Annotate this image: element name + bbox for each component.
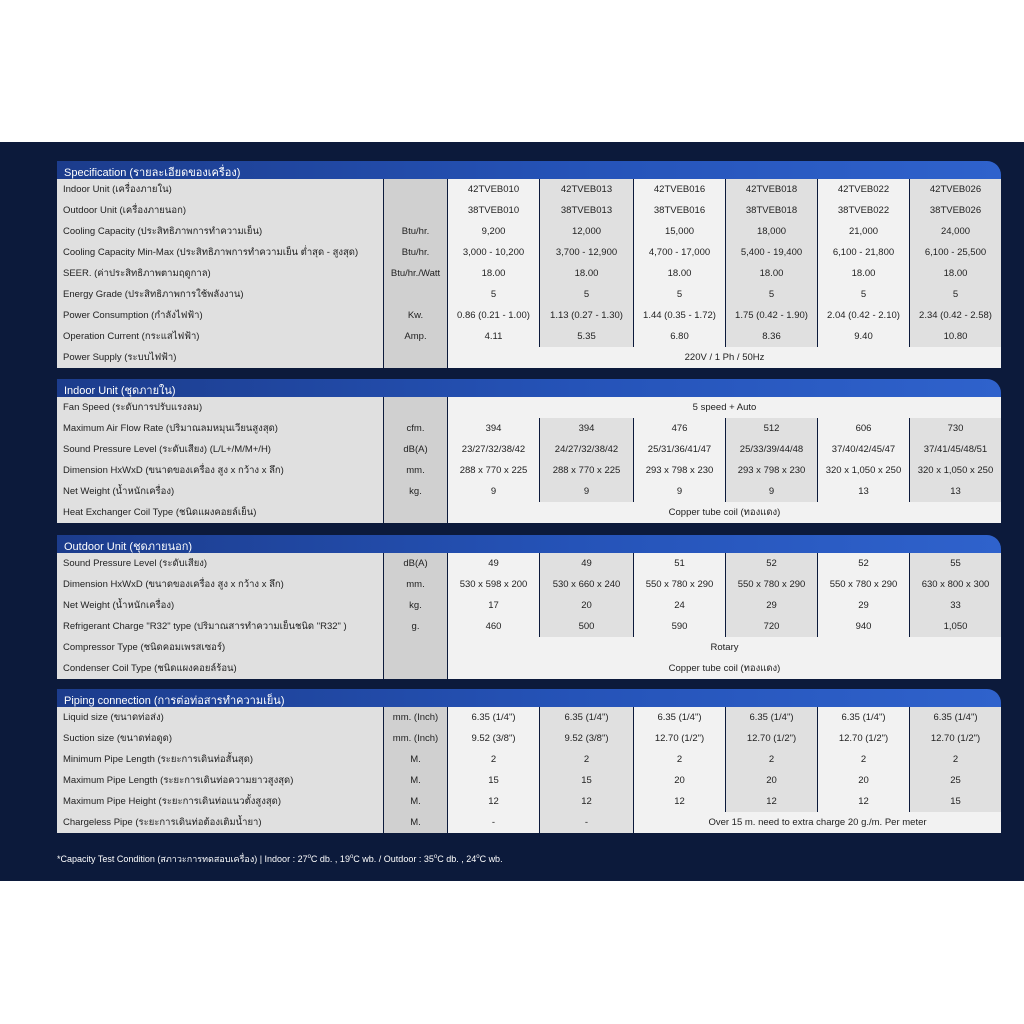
degree-sup: o — [349, 854, 354, 860]
row-value: 550 x 780 x 290 — [634, 574, 725, 595]
row-value: 2 — [910, 749, 1001, 770]
row-unit — [384, 179, 447, 200]
row-label: Fan Speed (ระดับการปรับแรงลม) — [57, 397, 383, 418]
row-label: Cooling Capacity (ประสิทธิภาพการทำความเย็น) — [57, 221, 383, 242]
row-value: 2.04 (0.42 - 2.10) — [818, 305, 909, 326]
row-value: 1,050 — [910, 616, 1001, 637]
row-value: 42TVEB026 — [910, 179, 1001, 200]
row-value: 6.35 (1/4") — [910, 707, 1001, 728]
row-value: 33 — [910, 595, 1001, 616]
row-value: 9 — [448, 481, 539, 502]
row-span-value: 220V / 1 Ph / 50Hz — [448, 347, 1001, 368]
row-value: 38TVEB013 — [540, 200, 633, 221]
spec-row — [57, 707, 1001, 728]
row-value: 8.36 — [726, 326, 817, 347]
row-value: 5.35 — [540, 326, 633, 347]
row-value: 37/40/42/45/47 — [818, 439, 909, 460]
row-value: 12 — [818, 791, 909, 812]
spec-row — [57, 812, 1001, 833]
row-value: 24 — [634, 595, 725, 616]
section-title: Outdoor Unit (ชุดภายนอก) — [64, 541, 193, 553]
row-value: 38TVEB022 — [818, 200, 909, 221]
row-value: 9.40 — [818, 326, 909, 347]
row-value: 12.70 (1/2") — [910, 728, 1001, 749]
row-value: 12 — [726, 791, 817, 812]
row-value: 320 x 1,050 x 250 — [910, 460, 1001, 481]
row-value: 21,000 — [818, 221, 909, 242]
row-value: - — [448, 812, 539, 833]
row-value: 42TVEB018 — [726, 179, 817, 200]
row-value: 5 — [818, 284, 909, 305]
row-value: 37/41/45/48/51 — [910, 439, 1001, 460]
row-unit: dB(A) — [384, 553, 447, 574]
row-value: 18.00 — [818, 263, 909, 284]
spec-row — [57, 305, 1001, 326]
row-unit: kg. — [384, 595, 447, 616]
row-value: 18.00 — [726, 263, 817, 284]
row-value: 3,000 - 10,200 — [448, 242, 539, 263]
row-value: 6.35 (1/4") — [448, 707, 539, 728]
degree-sup: o — [433, 854, 438, 860]
section-title: Indoor Unit (ชุดภายใน) — [64, 385, 176, 397]
row-label: Compressor Type (ชนิดคอมเพรสเซอร์) — [57, 637, 383, 658]
row-unit — [384, 284, 447, 305]
row-value: 5 — [910, 284, 1001, 305]
row-unit — [384, 658, 447, 679]
row-label: Chargeless Pipe (ระยะการเดินท่อต้องเติมน้ำยา) — [57, 812, 383, 833]
row-value: 38TVEB010 — [448, 200, 539, 221]
row-value: 23/27/32/38/42 — [448, 439, 539, 460]
row-value: - — [540, 812, 633, 833]
row-value: 12.70 (1/2") — [726, 728, 817, 749]
section-header — [57, 161, 1001, 179]
row-unit: kg. — [384, 481, 447, 502]
degree-sup: o — [476, 854, 480, 860]
footnote — [57, 852, 503, 866]
footnote-part2: C db. , 19 — [310, 854, 350, 864]
row-unit: Kw. — [384, 305, 447, 326]
row-value: 1.13 (0.27 - 1.30) — [540, 305, 633, 326]
row-value: 394 — [540, 418, 633, 439]
spec-row — [57, 658, 1001, 679]
row-value: 42TVEB013 — [540, 179, 633, 200]
row-unit — [384, 347, 447, 368]
row-unit: g. — [384, 616, 447, 637]
row-value: 3,700 - 12,900 — [540, 242, 633, 263]
row-value: 15,000 — [634, 221, 725, 242]
row-value: 17 — [448, 595, 539, 616]
row-value: 5 — [448, 284, 539, 305]
row-value: 6,100 - 21,800 — [818, 242, 909, 263]
row-label: Operation Current (กระแสไฟฟ้า) — [57, 326, 383, 347]
spec-row — [57, 791, 1001, 812]
row-unit: M. — [384, 749, 447, 770]
row-unit: mm. — [384, 460, 447, 481]
row-value: 25/31/36/41/47 — [634, 439, 725, 460]
row-value: 6.35 (1/4") — [540, 707, 633, 728]
footnote-part4: C db. , 24 — [437, 854, 477, 864]
spec-row — [57, 502, 1001, 523]
row-value: 29 — [818, 595, 909, 616]
row-label: Maximum Pipe Length (ระยะการเดินท่อความยาวสูงสุด) — [57, 770, 383, 791]
footnote-part5: C wb. — [479, 854, 503, 864]
row-value: 42TVEB016 — [634, 179, 725, 200]
spec-row — [57, 770, 1001, 791]
row-unit: mm. (Inch) — [384, 728, 447, 749]
row-value: 10.80 — [910, 326, 1001, 347]
row-value: 550 x 780 x 290 — [726, 574, 817, 595]
row-value: 500 — [540, 616, 633, 637]
row-value: 20 — [726, 770, 817, 791]
spec-row — [57, 397, 1001, 418]
row-value: 49 — [448, 553, 539, 574]
spec-row — [57, 637, 1001, 658]
row-value: 4,700 - 17,000 — [634, 242, 725, 263]
row-value: 720 — [726, 616, 817, 637]
row-value: 38TVEB026 — [910, 200, 1001, 221]
row-value: 15 — [540, 770, 633, 791]
row-value: 6.80 — [634, 326, 725, 347]
row-value: 49 — [540, 553, 633, 574]
row-label: Net Weight (น้ำหนักเครื่อง) — [57, 481, 383, 502]
row-value: 18.00 — [634, 263, 725, 284]
row-value: 18.00 — [448, 263, 539, 284]
spec-row — [57, 263, 1001, 284]
row-value: 12.70 (1/2") — [818, 728, 909, 749]
row-value: 9.52 (3/8") — [448, 728, 539, 749]
row-label: Cooling Capacity Min-Max (ประสิทธิภาพการทำความเย็น ต่ำสุด - สูงสุด) — [57, 242, 383, 263]
spec-row — [57, 221, 1001, 242]
row-value: 20 — [540, 595, 633, 616]
row-value: 12,000 — [540, 221, 633, 242]
row-label: Liquid size (ขนาดท่อส่ง) — [57, 707, 383, 728]
row-value: 20 — [818, 770, 909, 791]
row-unit: Btu/hr. — [384, 242, 447, 263]
row-value: 5 — [540, 284, 633, 305]
row-value: 25 — [910, 770, 1001, 791]
row-value: 530 x 598 x 200 — [448, 574, 539, 595]
row-unit: M. — [384, 812, 447, 833]
row-label: Minimum Pipe Length (ระยะการเดินท่อสั้นสุด) — [57, 749, 383, 770]
row-value: 24,000 — [910, 221, 1001, 242]
row-value: 5,400 - 19,400 — [726, 242, 817, 263]
row-unit — [384, 397, 447, 418]
row-value: 29 — [726, 595, 817, 616]
row-unit: dB(A) — [384, 439, 447, 460]
row-value: 12 — [634, 791, 725, 812]
row-value: 42TVEB022 — [818, 179, 909, 200]
row-label: Condenser Coil Type (ชนิดแผงคอยล์ร้อน) — [57, 658, 383, 679]
row-label: Sound Pressure Level (ระดับเสียง) — [57, 553, 383, 574]
section-title: Piping connection (การต่อท่อสารทำความเย็น) — [64, 695, 285, 707]
row-label: Sound Pressure Level (ระดับเสียง) (L/L+/M/M+/H) — [57, 439, 383, 460]
row-unit — [384, 200, 447, 221]
row-value: 9 — [634, 481, 725, 502]
row-value: 530 x 660 x 240 — [540, 574, 633, 595]
row-label: Dimension HxWxD (ขนาดของเครื่อง สูง x กว้าง x ลึก) — [57, 574, 383, 595]
row-value: 606 — [818, 418, 909, 439]
row-value: 42TVEB010 — [448, 179, 539, 200]
row-value: 1.75 (0.42 - 1.90) — [726, 305, 817, 326]
spec-row — [57, 418, 1001, 439]
row-value: 2 — [634, 749, 725, 770]
spec-row — [57, 481, 1001, 502]
row-value: 5 — [726, 284, 817, 305]
row-span-value: Rotary — [448, 637, 1001, 658]
spec-row — [57, 200, 1001, 221]
spec-row — [57, 595, 1001, 616]
row-value: 9,200 — [448, 221, 539, 242]
row-value: 52 — [726, 553, 817, 574]
row-value: 6,100 - 25,500 — [910, 242, 1001, 263]
row-value: 512 — [726, 418, 817, 439]
row-value: 0.86 (0.21 - 1.00) — [448, 305, 539, 326]
row-value: 6.35 (1/4") — [818, 707, 909, 728]
row-value: 2 — [448, 749, 539, 770]
section-header — [57, 535, 1001, 553]
row-value: 20 — [634, 770, 725, 791]
row-value: 6.35 (1/4") — [634, 707, 725, 728]
row-value: 288 x 770 x 225 — [540, 460, 633, 481]
row-value: 2 — [726, 749, 817, 770]
row-label: Power Supply (ระบบไฟฟ้า) — [57, 347, 383, 368]
row-unit: cfm. — [384, 418, 447, 439]
row-value: 12 — [540, 791, 633, 812]
row-value: 52 — [818, 553, 909, 574]
row-value: 1.44 (0.35 - 1.72) — [634, 305, 725, 326]
spec-row — [57, 553, 1001, 574]
row-label: Heat Exchanger Coil Type (ชนิดแผงคอยล์เย็น) — [57, 502, 383, 523]
row-value: 2.34 (0.42 - 2.58) — [910, 305, 1001, 326]
row-value: 55 — [910, 553, 1001, 574]
row-value: 2 — [818, 749, 909, 770]
row-value: 320 x 1,050 x 250 — [818, 460, 909, 481]
row-value: 550 x 780 x 290 — [818, 574, 909, 595]
row-unit: mm. (Inch) — [384, 707, 447, 728]
spec-row — [57, 179, 1001, 200]
spec-row — [57, 728, 1001, 749]
row-value: 940 — [818, 616, 909, 637]
section-header — [57, 379, 1001, 397]
row-label: Energy Grade (ประสิทธิภาพการใช้พลังงาน) — [57, 284, 383, 305]
section-header — [57, 689, 1001, 707]
row-value: 18,000 — [726, 221, 817, 242]
spec-row — [57, 439, 1001, 460]
row-unit: Amp. — [384, 326, 447, 347]
row-span-value: Over 15 m. need to extra charge 20 g./m. Per meter — [634, 812, 1001, 833]
row-unit — [384, 637, 447, 658]
degree-sup: o — [307, 854, 311, 860]
row-unit — [384, 502, 447, 523]
row-value: 15 — [910, 791, 1001, 812]
row-value: 18.00 — [540, 263, 633, 284]
row-label: SEER. (ค่าประสิทธิภาพตามฤดูกาล) — [57, 263, 383, 284]
spec-row — [57, 460, 1001, 481]
footnote-part1: *Capacity Test Condition (สภาวะการทดสอบเครื่อง) | Indoor : 27 — [57, 854, 308, 864]
row-value: 9 — [540, 481, 633, 502]
section-title: Specification (รายละเอียดของเครื่อง) — [64, 167, 241, 179]
row-value: 24/27/32/38/42 — [540, 439, 633, 460]
row-value: 9 — [726, 481, 817, 502]
row-value: 476 — [634, 418, 725, 439]
row-label: Dimension HxWxD (ขนาดของเครื่อง สูง x กว้าง x ลึก) — [57, 460, 383, 481]
row-label: Outdoor Unit (เครื่องภายนอก) — [57, 200, 383, 221]
row-value: 18.00 — [910, 263, 1001, 284]
row-value: 288 x 770 x 225 — [448, 460, 539, 481]
row-value: 4.11 — [448, 326, 539, 347]
row-value: 2 — [540, 749, 633, 770]
spec-row — [57, 326, 1001, 347]
row-label: Refrigerant Charge "R32" type (ปริมาณสารทำความเย็นชนิด "R32" ) — [57, 616, 383, 637]
row-value: 13 — [818, 481, 909, 502]
row-value: 38TVEB018 — [726, 200, 817, 221]
row-label: Maximum Air Flow Rate (ปริมาณลมหมุนเวียนสูงสุด) — [57, 418, 383, 439]
row-value: 13 — [910, 481, 1001, 502]
row-value: 590 — [634, 616, 725, 637]
row-unit: Btu/hr. — [384, 221, 447, 242]
row-label: Maximum Pipe Height (ระยะการเดินท่อแนวตั้งสูงสุด) — [57, 791, 383, 812]
row-value: 51 — [634, 553, 725, 574]
row-unit: mm. — [384, 574, 447, 595]
spec-row — [57, 574, 1001, 595]
row-value: 630 x 800 x 300 — [910, 574, 1001, 595]
row-label: Power Consumption (กำลังไฟฟ้า) — [57, 305, 383, 326]
row-unit: Btu/hr./Watt — [384, 263, 447, 284]
row-span-value: 5 speed + Auto — [448, 397, 1001, 418]
spec-row — [57, 242, 1001, 263]
row-label: Net Weight (น้ำหนักเครื่อง) — [57, 595, 383, 616]
spec-row — [57, 749, 1001, 770]
row-value: 9.52 (3/8") — [540, 728, 633, 749]
spec-row — [57, 616, 1001, 637]
row-value: 12.70 (1/2") — [634, 728, 725, 749]
row-value: 293 x 798 x 230 — [726, 460, 817, 481]
row-unit: M. — [384, 770, 447, 791]
row-value: 12 — [448, 791, 539, 812]
row-value: 25/33/39/44/48 — [726, 439, 817, 460]
spec-row — [57, 347, 1001, 368]
spec-row — [57, 284, 1001, 305]
row-value: 730 — [910, 418, 1001, 439]
row-value: 460 — [448, 616, 539, 637]
row-label: Indoor Unit (เครื่องภายใน) — [57, 179, 383, 200]
row-value: 293 x 798 x 230 — [634, 460, 725, 481]
row-span-value: Copper tube coil (ทองแดง) — [448, 658, 1001, 679]
footnote-part3: C wb. / Outdoor : 35 — [353, 854, 434, 864]
row-span-value: Copper tube coil (ทองแดง) — [448, 502, 1001, 523]
row-value: 5 — [634, 284, 725, 305]
row-value: 394 — [448, 418, 539, 439]
row-value: 15 — [448, 770, 539, 791]
row-value: 38TVEB016 — [634, 200, 725, 221]
row-unit: M. — [384, 791, 447, 812]
row-value: 6.35 (1/4") — [726, 707, 817, 728]
row-label: Suction size (ขนาดท่อดูด) — [57, 728, 383, 749]
